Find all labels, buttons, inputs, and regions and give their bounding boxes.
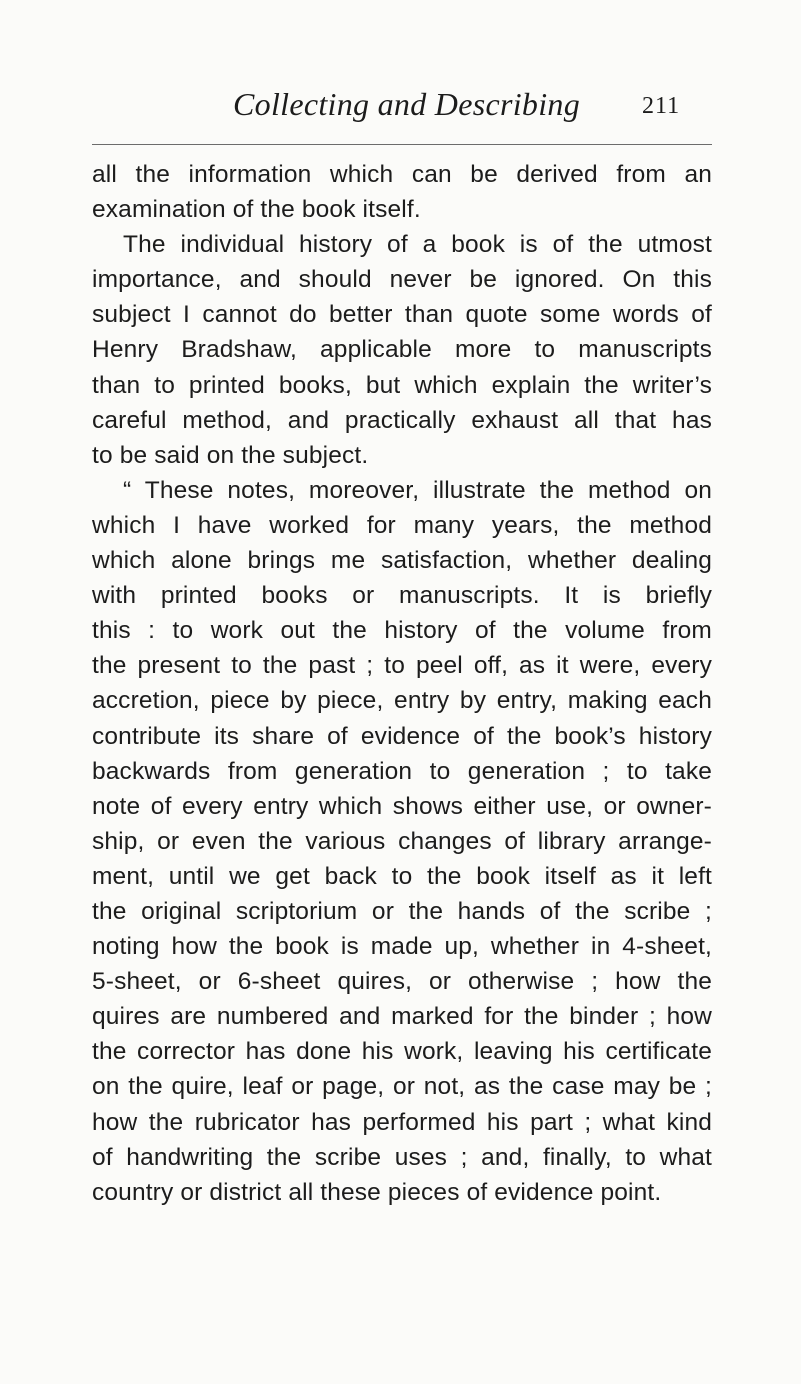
text-line: than to printed books, but which explain the writer’s xyxy=(92,371,712,399)
text-line: The individual history of a book is of the utmost xyxy=(123,231,712,259)
text-line: which alone brings me satisfaction, whether dealing xyxy=(92,547,712,575)
body-text xyxy=(92,157,712,1210)
page-number: 211 xyxy=(642,93,681,119)
running-header xyxy=(0,82,801,132)
text-line: with printed books or manuscripts. It is briefly xyxy=(92,582,712,610)
text-line: examination of the book itself. xyxy=(92,196,421,224)
text-line: 5-sheet, or 6-sheet quires, or otherwise ; how the xyxy=(92,968,712,996)
text-line: noting how the book is made up, whether in 4-sheet, xyxy=(92,933,712,961)
text-line: ment, until we get back to the book itself as it left xyxy=(92,862,712,890)
text-line: note of every entry which shows either use, or owner- xyxy=(92,792,712,820)
text-line: to be said on the subject. xyxy=(92,441,369,469)
text-line: the present to the past ; to peel off, as it were, every xyxy=(92,652,712,680)
text-line: this : to work out the history of the volume from xyxy=(92,617,712,645)
text-line: all the information which can be derived from an xyxy=(92,161,712,188)
text-line: ship, or even the various changes of library arrange- xyxy=(92,827,712,855)
text-line: importance, and should never be ignored. On this xyxy=(92,266,712,294)
text-line: country or district all these pieces of evidence point. xyxy=(92,1178,662,1206)
running-title: Collecting and Describing xyxy=(233,86,581,122)
text-line: on the quire, leaf or page, or not, as the case may be ; xyxy=(92,1073,712,1101)
text-line: Henry Bradshaw, applicable more to manuscripts xyxy=(92,336,712,364)
text-line: backwards from generation to generation ; to take xyxy=(92,757,712,785)
header-rule xyxy=(92,144,712,145)
text-line: careful method, and practically exhaust all that has xyxy=(92,406,712,434)
text-line: of handwriting the scribe uses ; and, finally, to what xyxy=(92,1143,712,1171)
text-line: quires are numbered and marked for the binder ; how xyxy=(92,1003,712,1031)
text-line: the original scriptorium or the hands of the scribe ; xyxy=(92,897,712,925)
text-line: contribute its share of evidence of the book’s history xyxy=(92,722,712,750)
text-line: how the rubricator has performed his part ; what kind xyxy=(92,1108,712,1136)
text-line: “ These notes, moreover, illustrate the method on xyxy=(123,476,712,504)
text-line: the corrector has done his work, leaving his certificate xyxy=(92,1038,712,1066)
text-line: subject I cannot do better than quote some words of xyxy=(92,301,712,329)
text-line: which I have worked for many years, the method xyxy=(92,511,712,539)
text-line: accretion, piece by piece, entry by entry, making each xyxy=(92,687,712,715)
